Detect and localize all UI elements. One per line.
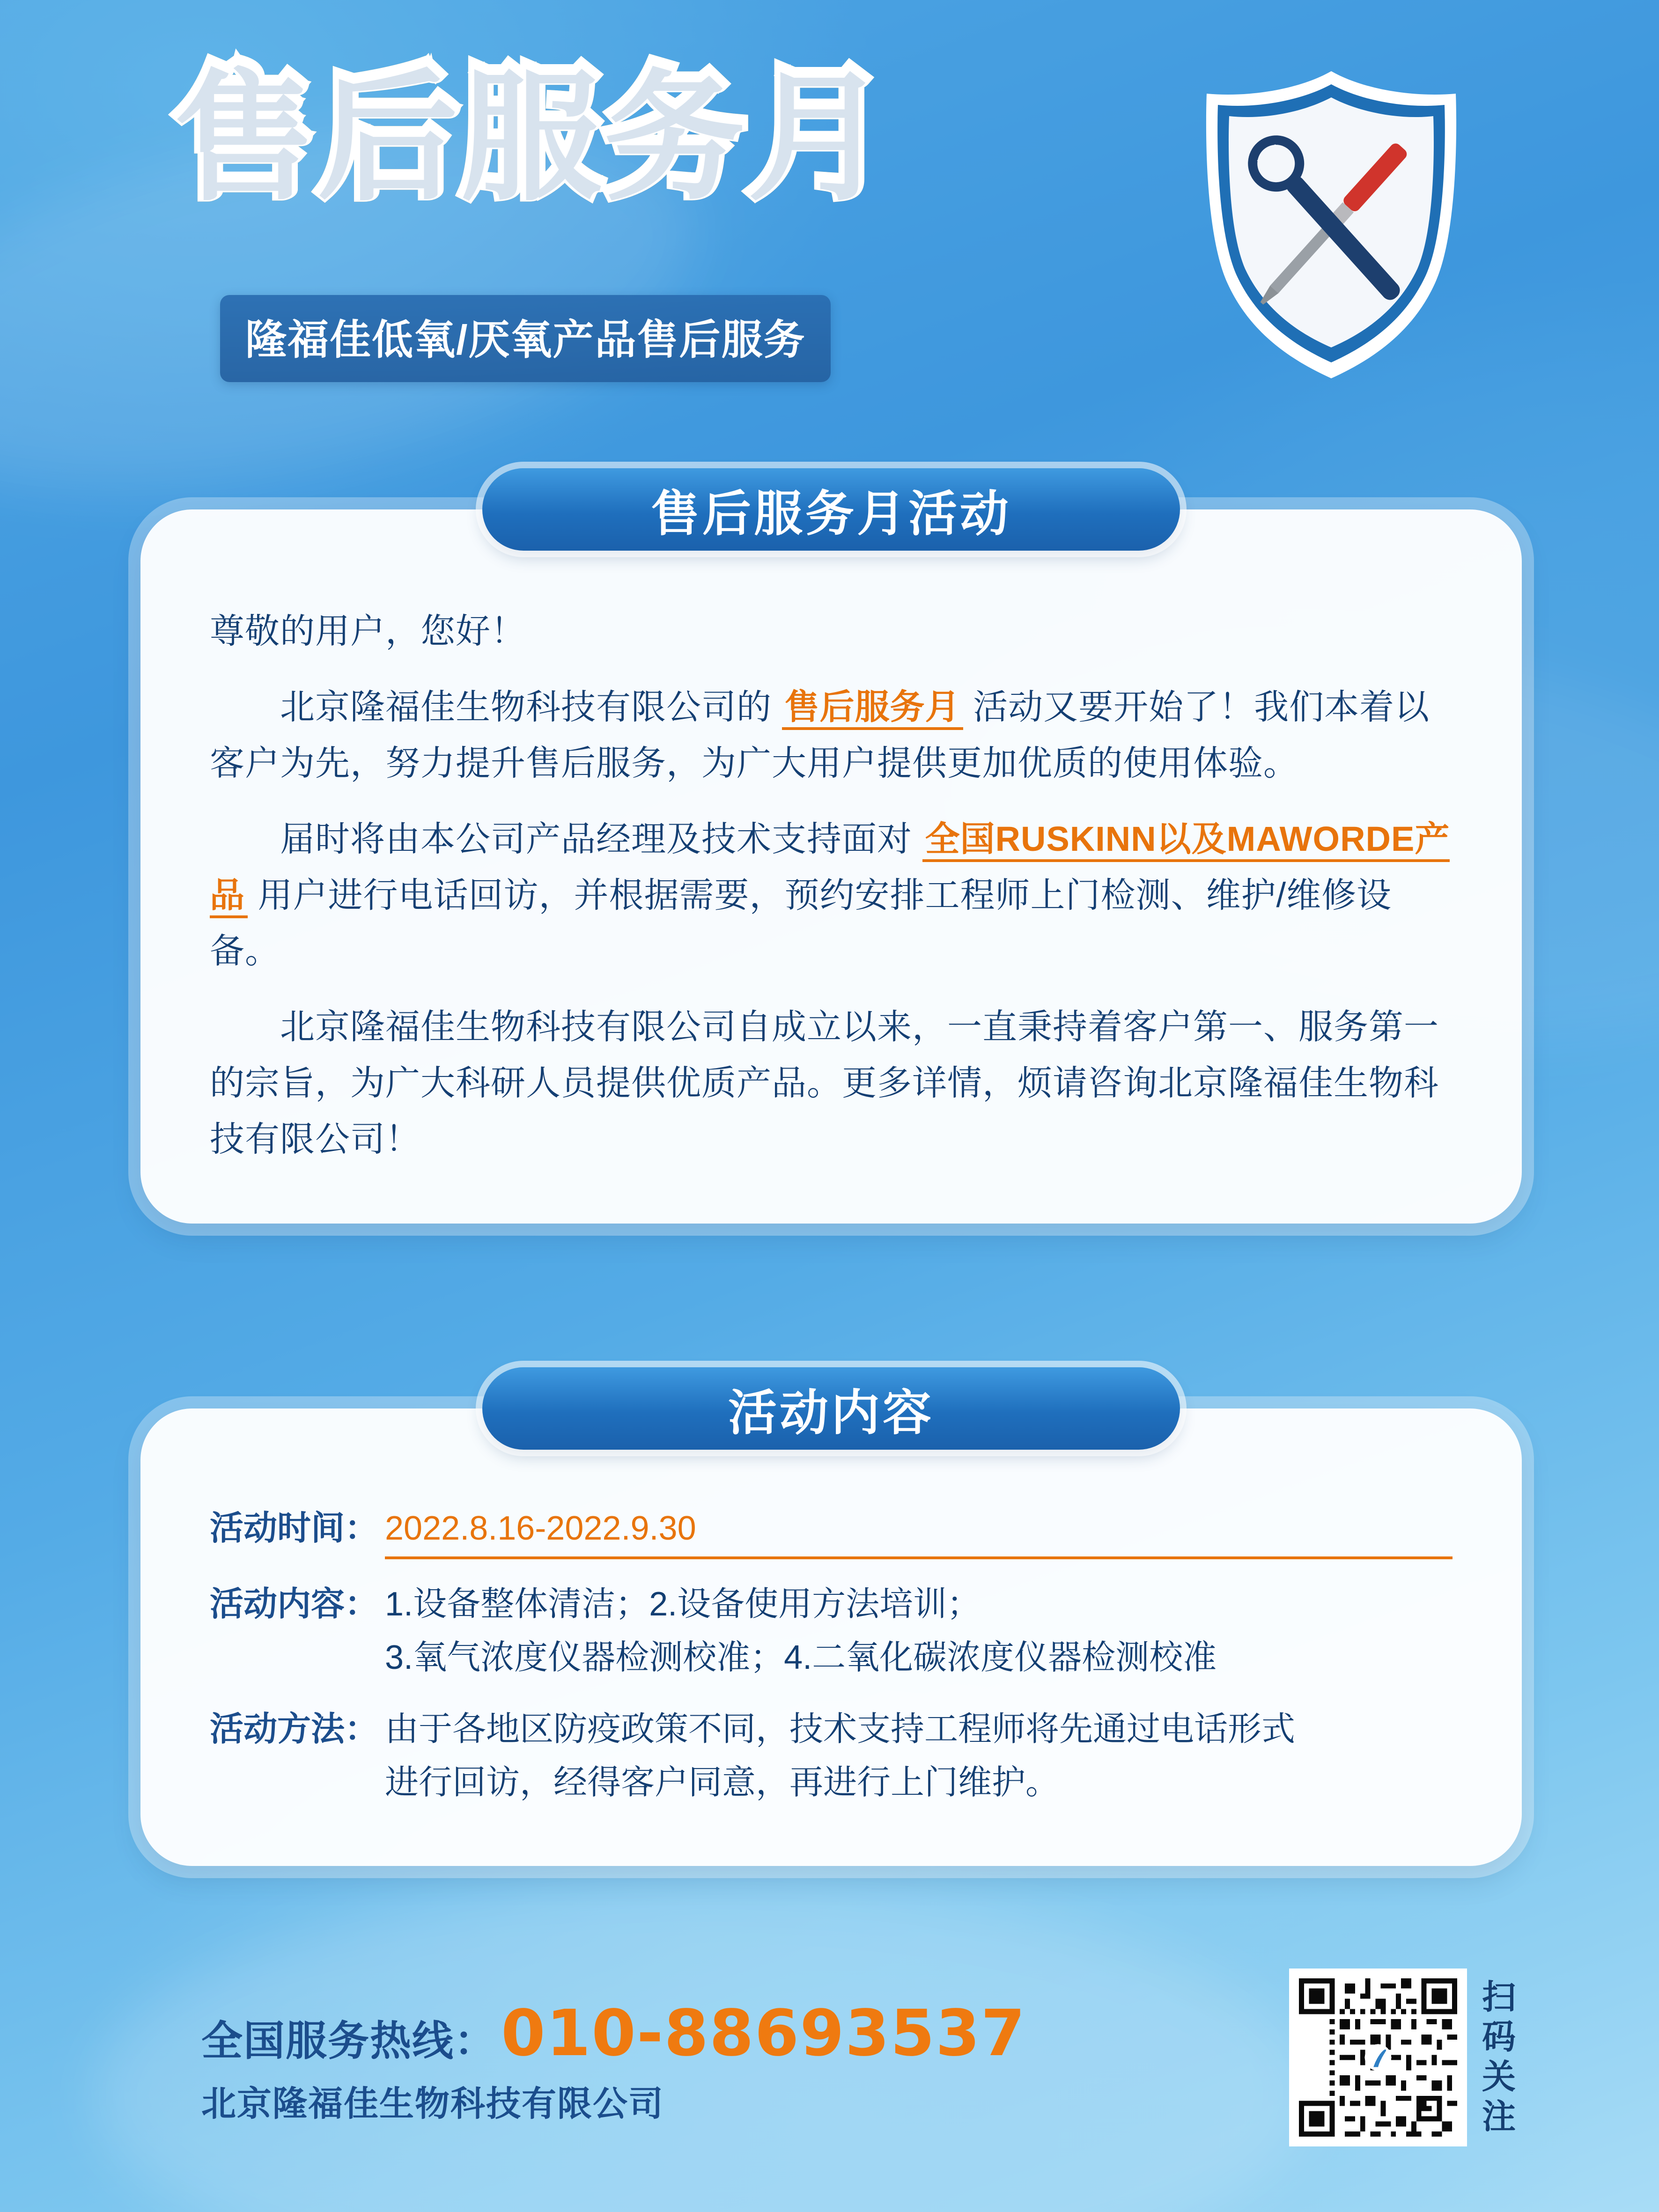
activity-method-line-2: 进行回访，经得客户同意，再进行上门维护。 — [385, 1764, 1060, 1801]
activity-method-value — [385, 1703, 1453, 1810]
paragraph-1-highlight: 售后服务月 — [782, 687, 963, 730]
poster-header — [0, 0, 1659, 459]
paragraph-2-text-a: 届时将由本公司产品经理及技术支持面对 — [280, 819, 922, 858]
paragraph-1-text-b: 活动又要开始了！我们本着以客户为先，努力提升售后服务，为广大用户提供更加优质的使用体验。 — [210, 687, 1430, 782]
section-activity-card — [140, 509, 1522, 1224]
activity-body — [210, 603, 1453, 1167]
subtitle-text: 隆福佳低氧/厌氧产品售后服务 — [245, 317, 806, 363]
activity-method-line-1: 由于各地区防疫政策不同，技术支持工程师将先通过电话形式 — [385, 1711, 1296, 1748]
activity-content-line-1: 1.设备整体清洁；2.设备使用方法培训； — [385, 1585, 981, 1623]
paragraph-3 — [210, 999, 1453, 1167]
page-title-text: 售后服务月 — [174, 52, 891, 215]
paragraph-2 — [210, 811, 1453, 980]
section-content-title-text: 活动内容 — [728, 1386, 934, 1440]
paragraph-2-text-b: 用户进行电话回访，并根据需要，预约安排工程师上门检测、维护/维修设备。 — [210, 875, 1392, 971]
activity-time-value — [385, 1502, 1453, 1559]
activity-content-line-2: 3.氧气浓度仪器检测校准；4.二氧化碳浓度仪器检测校准 — [385, 1638, 1217, 1676]
paragraph-2-highlight: 全国RUSKINN以及MAWORDE产品 — [210, 819, 1450, 918]
paragraph-1-text-a: 北京隆福佳生物科技有限公司的 — [280, 687, 782, 726]
activity-time-label: 活动时间： — [210, 1510, 379, 1547]
paragraph-3-text: 北京隆福佳生物科技有限公司自成立以来，一直秉持着客户第一、服务第一的宗旨，为广大科研人员提供优质产品。更多详情，烦请咨询北京隆福佳生物科技有限公司！ — [210, 1007, 1439, 1158]
paragraph-greeting — [210, 603, 1453, 659]
paragraph-1 — [210, 679, 1453, 791]
company-name — [201, 2076, 664, 2126]
shield-tools-icon — [1186, 66, 1476, 384]
qr-caption — [1479, 1978, 1519, 2137]
hotline-label: 全国服务热线： — [201, 2018, 497, 2064]
activity-method-label: 活动方法： — [210, 1711, 379, 1748]
hotline-number: 010-88693537 — [501, 1997, 1026, 2071]
list-item — [210, 1578, 1453, 1685]
hotline — [201, 1997, 1026, 2071]
qr-caption-text: 扫码关注 — [1482, 1979, 1516, 2136]
greeting-text: 尊敬的用户，您好！ — [210, 612, 526, 650]
poster-footer — [0, 1922, 1659, 2212]
section-activity-title — [482, 468, 1180, 551]
section-content — [140, 1367, 1522, 1866]
list-item — [210, 1703, 1453, 1810]
subtitle-banner — [220, 295, 831, 382]
list-item — [210, 1502, 1453, 1559]
company-name-text: 北京隆福佳生物科技有限公司 — [201, 2084, 664, 2123]
section-activity-title-text: 售后服务月活动 — [650, 487, 1011, 541]
section-activity — [140, 468, 1522, 1224]
activity-content-value — [385, 1578, 1453, 1685]
activity-content-label: 活动内容： — [210, 1585, 379, 1623]
qr-code-icon[interactable] — [1289, 1969, 1467, 2146]
section-content-title — [482, 1367, 1180, 1450]
section-content-card — [140, 1408, 1522, 1866]
activity-time-date: 2022.8.16-2022.9.30 — [385, 1502, 1453, 1559]
page-title — [174, 52, 891, 215]
qr-section — [1289, 1969, 1519, 2146]
